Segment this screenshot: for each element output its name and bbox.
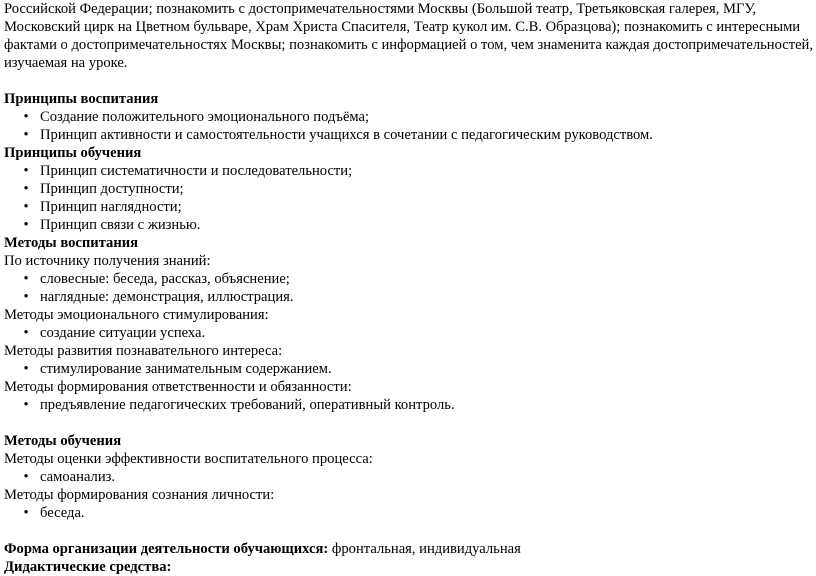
teaching-methods-heading: Методы обучения [4, 433, 122, 449]
list-item-text: наглядные: демонстрация, иллюстрация. [40, 289, 294, 305]
list-item-text: самоанализ. [40, 469, 116, 485]
bullet-icon: • [23, 289, 29, 305]
bullet-icon: • [23, 163, 29, 179]
bullet-icon: • [23, 505, 29, 521]
list-item-text: Создание положительного эмоционального подъёма; [40, 109, 370, 125]
method-group-list [4, 360, 816, 378]
intro-line-1: Российской Федерации; познакомить с достопримечательностями Москвы (Большой театр, Третьяковская галерея, МГУ, [4, 1, 757, 17]
bullet-icon: • [23, 469, 29, 485]
method-group-list [4, 504, 816, 522]
org-form-line [4, 540, 816, 558]
bullet-icon: • [23, 181, 29, 197]
list-item-text: стимулирование занимательным содержанием. [40, 361, 332, 377]
spacer [4, 414, 816, 432]
bullet-icon: • [23, 397, 29, 413]
method-group-list [4, 396, 816, 414]
intro-line-3: фактами о достопримечательностях Москвы; познакомить с информацией о том, чем знаменита каждая достопримечательностей, [4, 37, 814, 53]
method-group-list [4, 270, 816, 306]
spacer [4, 522, 816, 540]
bullet-icon: • [23, 217, 29, 233]
teaching-principles-heading: Принципы обучения [4, 145, 142, 161]
method-group-title: Методы оценки эффективности воспитательного процесса: [4, 451, 373, 467]
bullet-icon: • [23, 361, 29, 377]
list-item-text: словесные: беседа, рассказ, объяснение; [40, 271, 290, 287]
method-group-list [4, 468, 816, 486]
list-item [4, 288, 816, 306]
method-group-title: Методы развития познавательного интереса: [4, 343, 283, 359]
didactic-heading: Дидактические средства: [4, 559, 172, 575]
bullet-icon: • [23, 325, 29, 341]
org-form-value: фронтальная, индивидуальная [328, 541, 521, 557]
list-item [4, 270, 816, 288]
list-item [4, 324, 816, 342]
org-form-label: Форма организации деятельности обучающихся: [4, 541, 329, 557]
method-group-list [4, 324, 816, 342]
bullet-icon: • [23, 199, 29, 215]
list-item [4, 198, 816, 216]
list-item [4, 504, 816, 522]
list-item [4, 396, 816, 414]
bullet-icon: • [23, 109, 29, 125]
list-item-text: Принцип наглядности; [40, 199, 182, 215]
intro-line-4: изучаемая на уроке. [4, 55, 128, 71]
method-group-title: Методы формирования сознания личности: [4, 487, 275, 503]
list-item-text: беседа. [40, 505, 85, 521]
bullet-icon: • [23, 127, 29, 143]
intro-line-2: Московский цирк на Цветном бульваре, Храм Христа Спасителя, Театр кукол им. С.В. Образцова); познакомить с интересными [4, 19, 801, 35]
list-item [4, 162, 816, 180]
list-item-text: предъявление педагогических требований, оперативный контроль. [40, 397, 455, 413]
teaching-principles-list [4, 162, 816, 234]
upbringing-principles-heading: Принципы воспитания [4, 91, 159, 107]
list-item-text: создание ситуации успеха. [40, 325, 206, 341]
list-item [4, 360, 816, 378]
upbringing-methods-heading: Методы воспитания [4, 235, 139, 251]
list-item [4, 180, 816, 198]
list-item-text: Принцип связи с жизнью. [40, 217, 201, 233]
method-group-title: Методы формирования ответственности и обязанности: [4, 379, 352, 395]
upbringing-principles-list [4, 108, 816, 144]
list-item [4, 468, 816, 486]
list-item [4, 126, 816, 144]
bullet-icon: • [23, 271, 29, 287]
spacer [4, 72, 816, 90]
method-group-title: Методы эмоционального стимулирования: [4, 307, 269, 323]
method-group-title: По источнику получения знаний: [4, 253, 211, 269]
list-item-text: Принцип систематичности и последовательности; [40, 163, 353, 179]
list-item [4, 108, 816, 126]
list-item [4, 216, 816, 234]
list-item-text: Принцип доступности; [40, 181, 184, 197]
list-item-text: Принцип активности и самостоятельности учащихся в сочетании с педагогическим руководством. [40, 127, 653, 143]
